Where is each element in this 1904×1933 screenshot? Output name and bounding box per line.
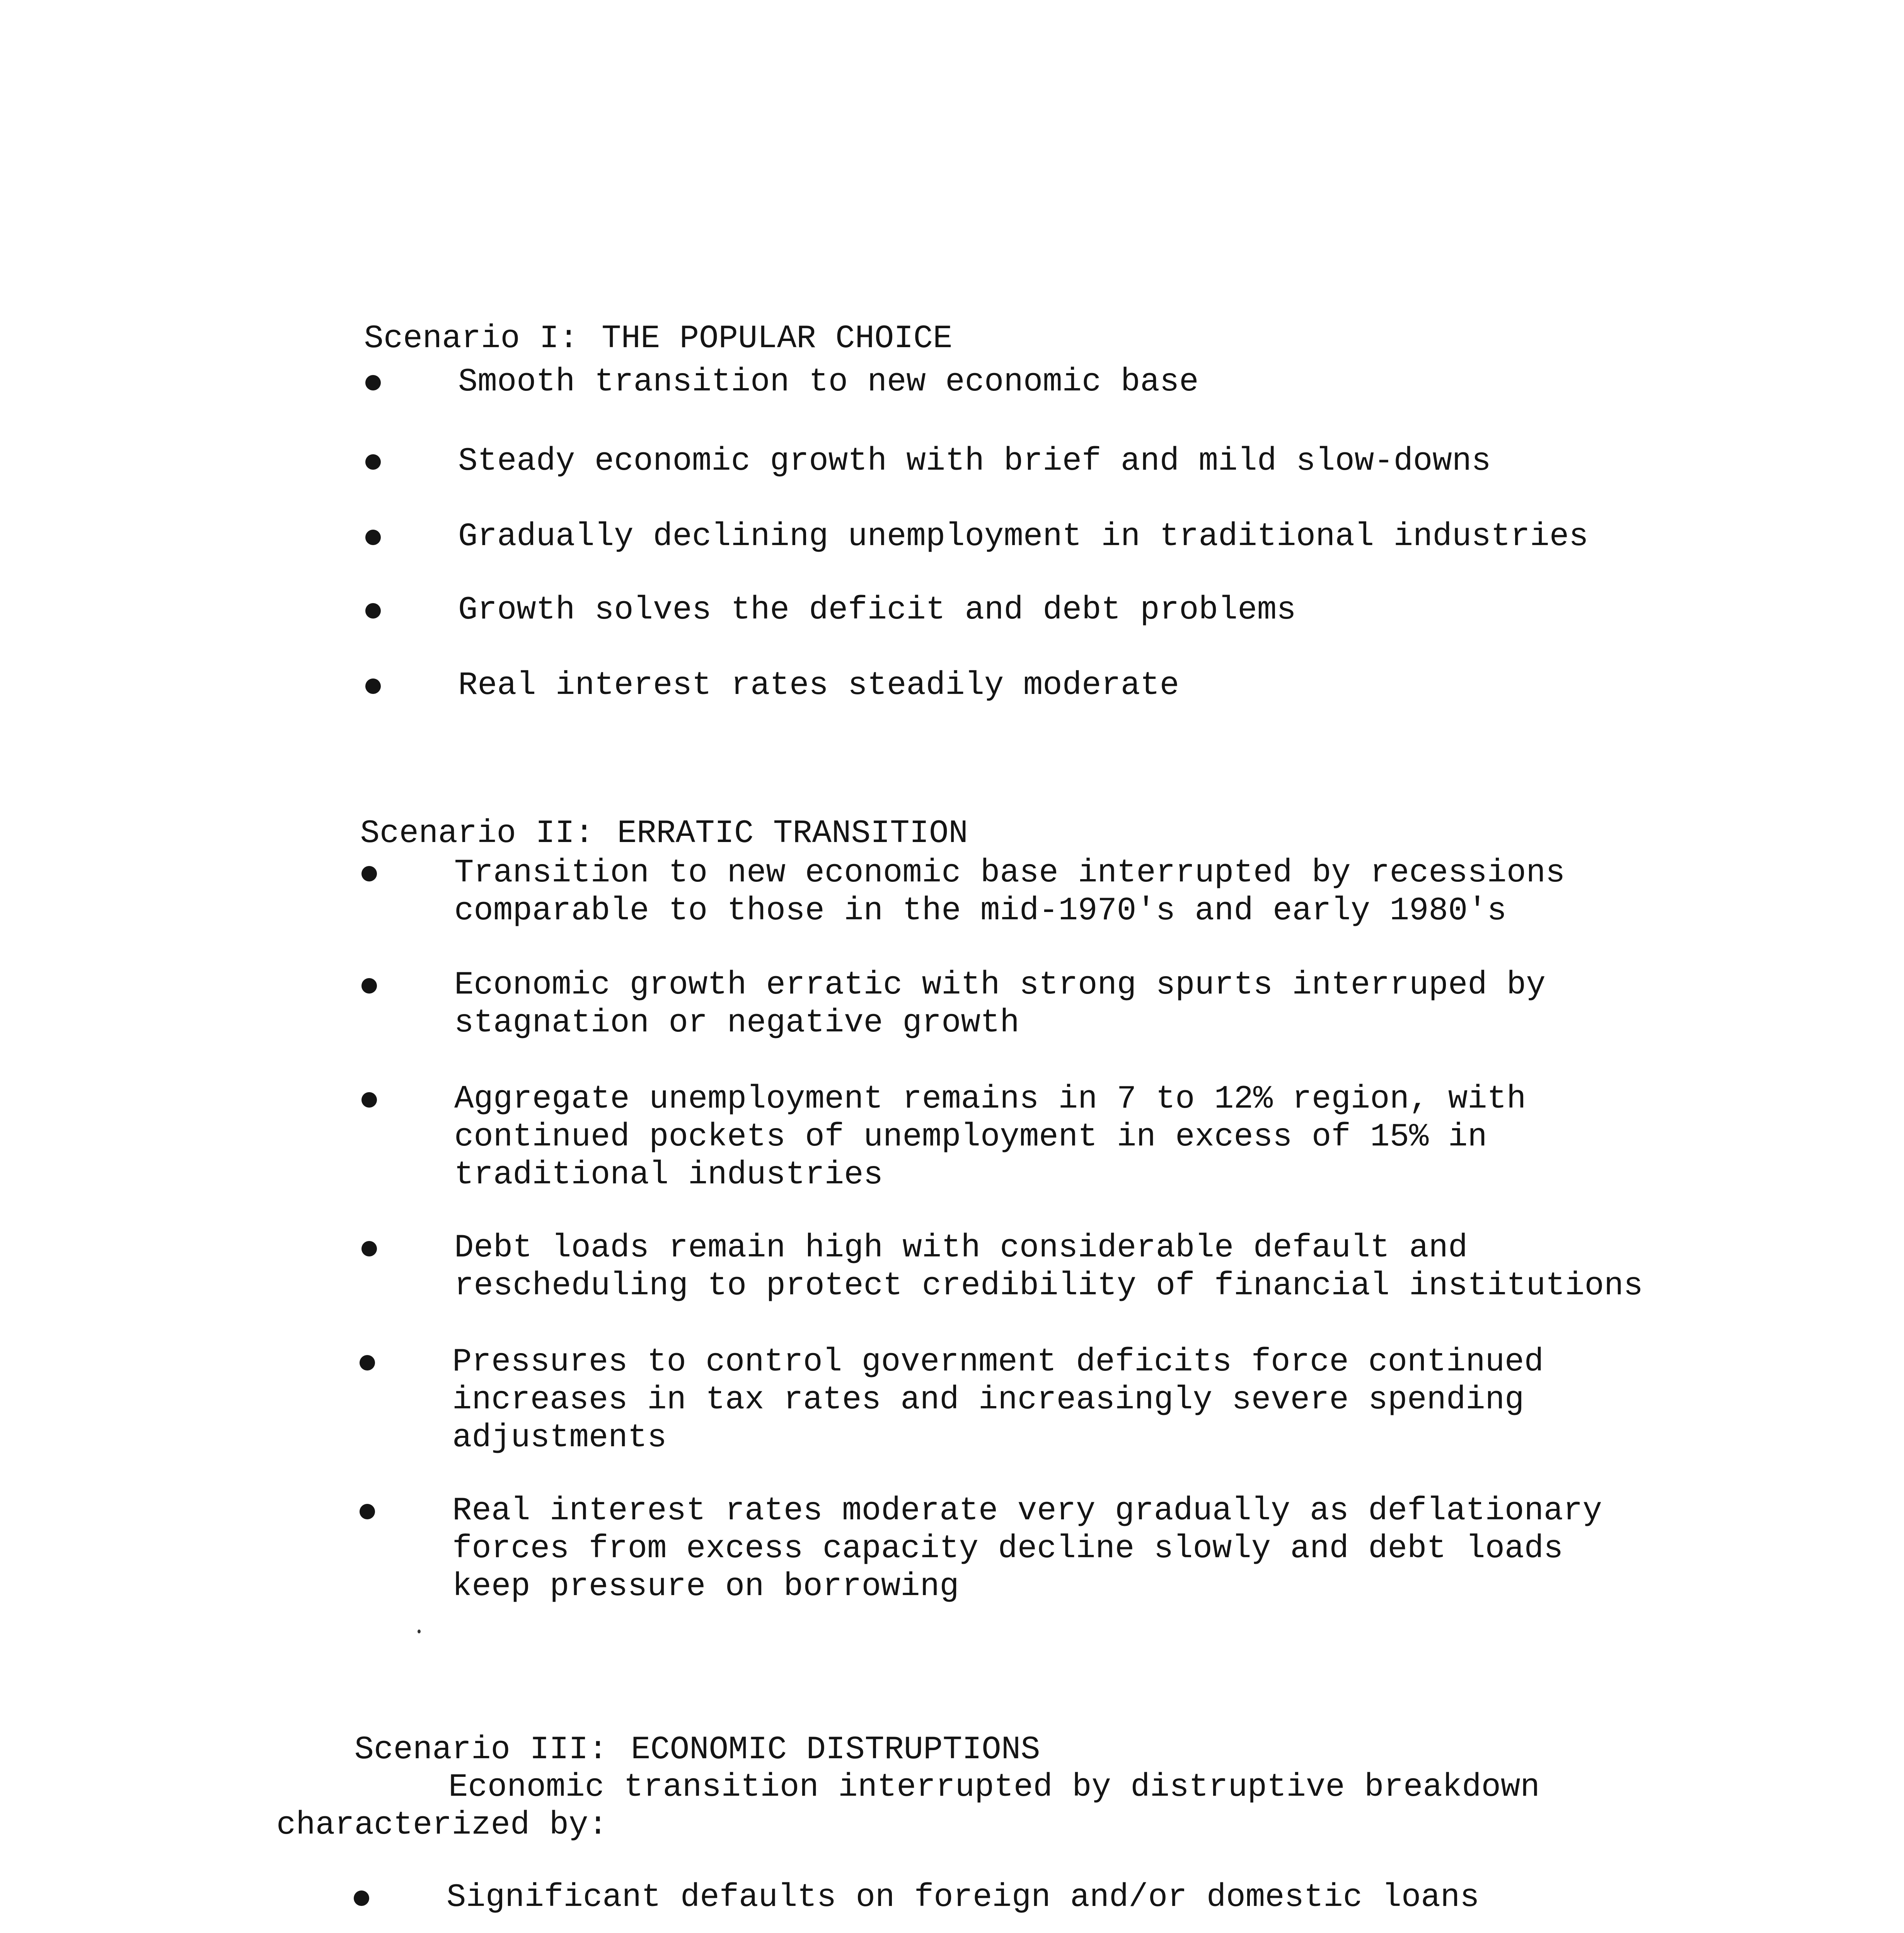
bullet-icon — [365, 603, 381, 619]
bullet-icon — [361, 1241, 377, 1256]
bullet-text: Smooth transition to new economic base — [458, 364, 1199, 401]
bullet-icon — [365, 678, 381, 694]
scenario-3-label: Scenario III: — [354, 1732, 608, 1768]
bullet-icon — [361, 866, 377, 881]
bullet-text: Pressures to control government deficits force continued increases in tax rates and increasingly severe spending adjustments — [452, 1344, 1544, 1456]
bullet-icon — [360, 1355, 375, 1370]
bullet-icon — [365, 375, 381, 390]
bullet-icon — [361, 1092, 377, 1108]
bullet-text: Debt loads remain high with considerable default and rescheduling to protect credibility of financial institutions — [454, 1230, 1643, 1304]
bullet-text: Transition to new economic base interrupted by recessions comparable to those in the mid-1970's and early 1980's — [454, 855, 1565, 929]
bullet-icon — [365, 530, 381, 545]
bullet-icon — [360, 1504, 375, 1519]
bullet-icon — [361, 978, 377, 994]
scenario-2-title: ERRATIC TRANSITION — [617, 815, 968, 852]
bullet-icon — [365, 454, 381, 470]
bullet-text: Economic growth erratic with strong spurts interruped by stagnation or negative growth — [454, 967, 1546, 1042]
bullet-icon — [354, 1890, 369, 1906]
bullet-text: Significant defaults on foreign and/or domestic loans — [447, 1879, 1480, 1916]
scenario-3-intro: Economic transition interrupted by distruptive breakdown characterized by: — [276, 1769, 1540, 1844]
bullet-text: Gradually declining unemployment in traditional industries — [458, 518, 1589, 555]
scenario-3-title: ECONOMIC DISTRUPTIONS — [631, 1732, 1040, 1768]
scenario-1-label: Scenario I: — [364, 320, 579, 357]
bullet-text: Real interest rates moderate very gradually as deflationary forces from excess capacity decline slowly and debt loads keep pressure on borrowing — [452, 1493, 1602, 1605]
scan-speck — [418, 1630, 421, 1633]
scenario-2-label: Scenario II: — [360, 815, 594, 852]
bullet-text: Aggregate unemployment remains in 7 to 12% region, with continued pockets of unemployment in excess of 15% in traditional industries — [454, 1081, 1526, 1193]
bullet-text: Real interest rates steadily moderate — [458, 667, 1180, 704]
scenario-1-title: THE POPULAR CHOICE — [602, 320, 953, 357]
bullet-text: Growth solves the deficit and debt problems — [458, 592, 1296, 629]
bullet-text: Steady economic growth with brief and mild slow-downs — [458, 443, 1491, 480]
